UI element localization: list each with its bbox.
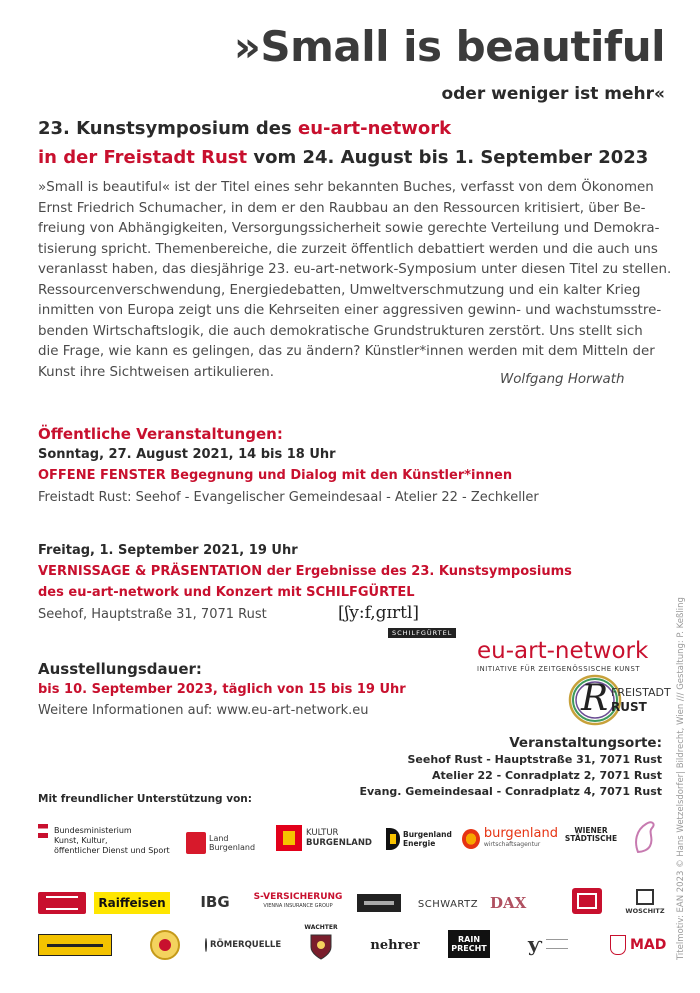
freistadt-rust-logo	[567, 672, 671, 728]
sponsor-wiener-staedtische-logo	[566, 820, 616, 850]
poster-title: »Small is beautiful	[233, 22, 665, 71]
headline-text: 23. Kunstsymposium des	[38, 118, 298, 139]
event-2-date: Freitag, 1. September 2021, 19 Uhr	[38, 543, 298, 558]
intro-line: freiung von Abhängigkeiten, Versorgungssicherheit sowie gerechte Verteilung und Demokra-	[38, 221, 660, 236]
sun-icon	[462, 829, 480, 849]
event-1-place: Freistadt Rust: Seehof - Evangelischer Gemeindesaal - Atelier 22 - Zechkeller	[38, 490, 539, 505]
event-1-title: OFFENE FENSTER Begegnung und Dialog mit den Künstler*innen	[38, 468, 513, 483]
sponsor-burgenland-energie-logo	[386, 822, 456, 856]
intro-line: Ressourcenverschwendung, Energiedebatten, Umweltverschmutzung und ein kalter Krieg	[38, 282, 641, 298]
sponsor-mad-logo	[610, 932, 668, 958]
sponsor-s-versicherung-logo	[253, 890, 343, 914]
red-logo-lines-icon	[46, 896, 78, 910]
kultur-line: BURGENLAND	[306, 838, 372, 848]
mad-text: MAD	[630, 937, 667, 953]
intro-line: inmitten von Europa zeigt uns die Kehrseiten einer aggressiven gewinn- und wachstumsstre-	[38, 303, 662, 318]
sversicherung-line: VIENNA INSURANCE GROUP	[263, 903, 333, 909]
energie-line: Burgenland	[403, 830, 452, 839]
roemerquelle-text: RÖMERQUELLE	[210, 940, 282, 950]
land-flag-icon	[186, 832, 206, 854]
network-logo-name: eu-art-network	[477, 638, 649, 664]
event-1-date: Sonntag, 27. August 2021, 14 bis 18 Uhr	[38, 447, 336, 462]
sponsor-kultur-burgenland-logo	[276, 822, 376, 854]
intro-line: Ernst Friedrich Schumacher, in dem er den Raubbau an den Ressourcen kritisiert, über Be-	[38, 200, 646, 216]
woschitz-icon	[636, 889, 654, 905]
kultur-crest-icon	[276, 825, 302, 851]
crest-icon	[306, 931, 336, 961]
sponsor-round-logo	[150, 930, 180, 960]
austria-flag-icon	[38, 824, 48, 838]
venue-item: Seehof Rust - Hauptstraße 31, 7071 Rust	[407, 753, 662, 766]
energie-icon	[386, 828, 400, 850]
sponsor-yellow-label-logo	[38, 934, 112, 956]
sponsor-wachter-logo	[296, 920, 346, 964]
schilfguertel-logo-sub: SCHILFGÜRTEL	[388, 628, 456, 638]
sponsor-ibg-logo: IBG	[200, 893, 230, 911]
ministry-line: öffentlicher Dienst und Sport	[54, 846, 170, 855]
sponsor-dax-logo: DAX	[490, 894, 527, 912]
rainprecht-line: RAIN	[457, 935, 481, 944]
sponsor-red-house-logo	[572, 888, 602, 914]
sponsor-raiffeisen-logo: Raiffeisen	[94, 892, 170, 914]
ministry-line: Bundesministerium	[54, 826, 132, 835]
energie-line: Energie	[403, 839, 436, 848]
wiener-line: STÄDTISCHE	[564, 834, 618, 843]
land-line: Burgenland	[209, 843, 256, 852]
label-line-icon	[47, 944, 103, 947]
mad-shield-icon	[610, 935, 626, 955]
house-icon	[577, 893, 597, 909]
network-logo-tagline: INITIATIVE FÜR ZEITGENÖSSISCHE KUNST	[477, 665, 641, 673]
sponsor-dark-logo	[357, 894, 401, 912]
rust-logo-line2: RUST	[611, 700, 647, 714]
headline-line-1	[38, 118, 451, 139]
intro-line: »Small is beautiful« ist der Titel eines sehr bekannten Buches, verfasst von dem Ökonomen	[38, 180, 654, 195]
headline-line-2	[38, 147, 648, 168]
burgenland-line: burgenland	[483, 826, 558, 841]
sversicherung-line: S-VERSICHERUNG	[253, 892, 343, 902]
intro-line: veranlasst haben, das diesjährige 23. eu-art-network-Symposium unter diesen Titel zu stellen.	[38, 262, 672, 277]
j-letter-icon: ƴ	[528, 932, 543, 956]
intro-line: tisierung spricht. Themenbereiche, die zurzeit öffentlich debattiert werden und die auch uns	[38, 241, 658, 257]
intro-line: benden Wirtschaftslogik, die auch demokratische Grundstrukturen zerstört. Uns stellt sich	[38, 323, 643, 339]
event-2-title-2: des eu-art-network und Konzert mit SCHILFGÜRTEL	[38, 585, 415, 600]
design-credit: Titelmotiv: EAN 2023 © Hans Wetzelsdorfer| Bildrecht, Wien /// Gestaltung: P. Keßling	[676, 597, 686, 960]
sponsor-woschitz-logo	[622, 888, 668, 916]
rust-logo-letter: R	[581, 678, 609, 719]
rust-logo-line1: FREISTADT	[611, 686, 671, 699]
poster-subtitle: oder weniger ist mehr«	[441, 84, 665, 104]
sponsor-nehrer-logo: nehrer	[370, 937, 420, 953]
support-heading: Mit freundlicher Unterstützung von:	[38, 793, 252, 805]
event-2-title-1: VERNISSAGE & PRÄSENTATION der Ergebnisse des 23. Kunstsymposiums	[38, 564, 572, 579]
schilfguertel-logo-text: [ʃy:f,gɪrtl]	[338, 603, 420, 623]
sponsor-rainprecht-logo	[448, 930, 490, 958]
sponsor-j-logo	[528, 930, 586, 958]
author-signature: Wolfgang Horwath	[500, 372, 625, 387]
intro-paragraph	[38, 178, 672, 383]
intro-line: Kunst ihre Sichtweisen artikulieren.	[38, 364, 275, 380]
roemerquelle-icon	[205, 938, 207, 952]
sponsor-burgenland-wirtschaft-logo	[462, 822, 558, 856]
bird-icon	[626, 816, 664, 856]
venues-heading: Veranstaltungsorte:	[509, 735, 662, 751]
venue-item: Atelier 22 - Conradplatz 2, 7071 Rust	[432, 769, 662, 782]
wiener-line: WIENER	[574, 826, 608, 835]
eu-art-network-logo	[477, 638, 667, 673]
sponsor-red-logo	[38, 892, 86, 914]
burgenland-line: wirtschaftsagentur	[483, 841, 541, 848]
ministry-line: Kunst, Kultur,	[54, 836, 108, 845]
sponsor-schwartz-logo: SCHWARTZ	[417, 898, 479, 910]
sponsor-bird-logo	[624, 814, 666, 858]
headline-network: eu-art-network	[297, 118, 452, 139]
sponsor-land-burgenland-logo	[186, 824, 256, 862]
exhibition-heading: Ausstellungsdauer:	[38, 660, 202, 678]
exhibition-info: Weitere Informationen auf: www.eu-art-network.eu	[38, 703, 369, 718]
headline-place: in der Freistadt Rust	[38, 147, 248, 168]
event-2-place: Seehof, Hauptstraße 31, 7071 Rust	[38, 607, 267, 622]
round-logo-dot-icon	[159, 939, 171, 951]
land-line: Land	[209, 834, 229, 843]
events-heading: Öffentliche Veranstaltungen:	[38, 425, 283, 443]
sponsor-ministry-logo	[38, 820, 178, 862]
rainprecht-line: PRECHT	[451, 944, 487, 953]
j-logo-lines-icon	[546, 939, 568, 949]
schilfguertel-logo	[338, 603, 458, 645]
headline-dates: vom 24. August bis 1. September 2023	[247, 147, 649, 168]
dark-logo-bar-icon	[364, 901, 394, 905]
kultur-line: KULTUR	[306, 828, 339, 838]
woschitz-text: WOSCHITZ	[625, 907, 665, 915]
exhibition-dates: bis 10. September 2023, täglich von 15 bis 19 Uhr	[38, 682, 406, 697]
wachter-text: WACHTER	[304, 923, 338, 931]
sponsor-roemerquelle-logo	[205, 936, 281, 954]
venue-item: Evang. Gemeindesaal - Conradplatz 4, 7071 Rust	[359, 785, 662, 798]
intro-line: die Frage, wie kann es gelingen, das zu ändern? Künstler*innen werden mit dem Mitteln der	[38, 344, 655, 359]
